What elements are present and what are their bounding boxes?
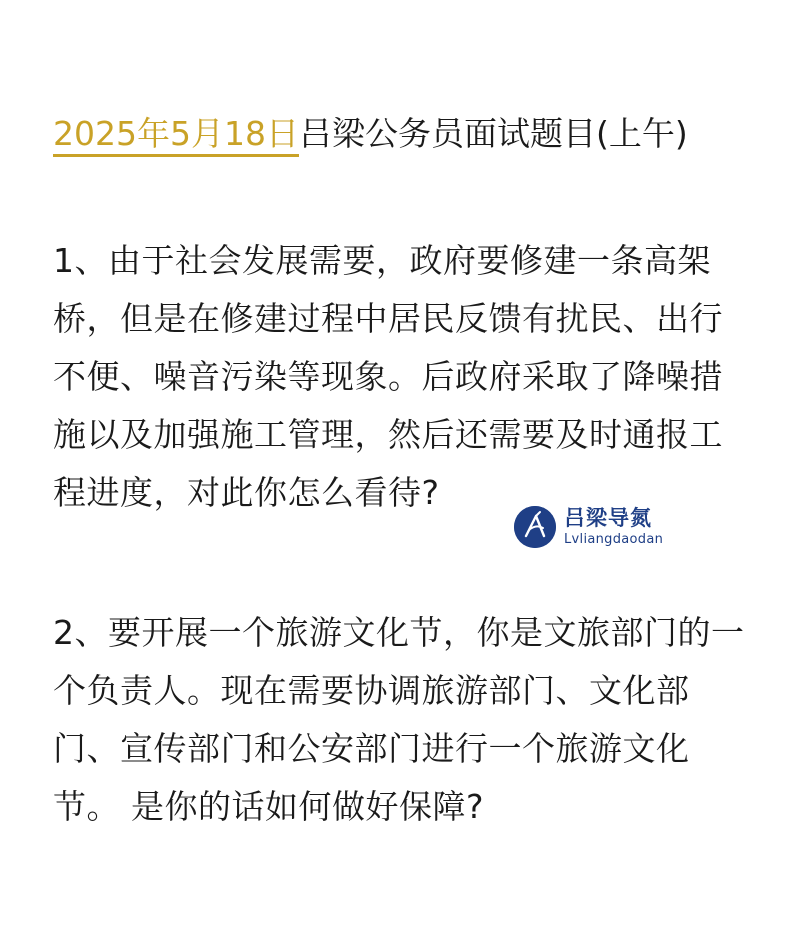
title-text: 吕梁公务员面试题目(上午) — [298, 114, 688, 153]
logo-name-cn: 吕梁导氮 — [564, 506, 652, 530]
title-date: 2025年5月18日 — [53, 114, 299, 157]
watermark-logo — [514, 506, 663, 548]
logo-text — [564, 508, 663, 546]
logo-name-en: Lvliangdaodan — [564, 532, 664, 547]
logo-icon — [514, 506, 556, 548]
question-1: 1、由于社会发展需要，政府要修建一条高架桥，但是在修建过程中居民反馈有扰民、出行不便、噪音污染等现象。后政府采取了降噪措施以及加强施工管理，然后还需要及时通报工程进度，对此你怎么看待? — [53, 241, 723, 512]
question-2: 2、要开展一个旅游文化节，你是文旅部门的一个负责人。现在需要协调旅游部门、文化部门、宣传部门和公安部门进行一个旅游文化节。 是你的话如何做好保障? — [53, 613, 745, 826]
page-title — [53, 108, 688, 160]
